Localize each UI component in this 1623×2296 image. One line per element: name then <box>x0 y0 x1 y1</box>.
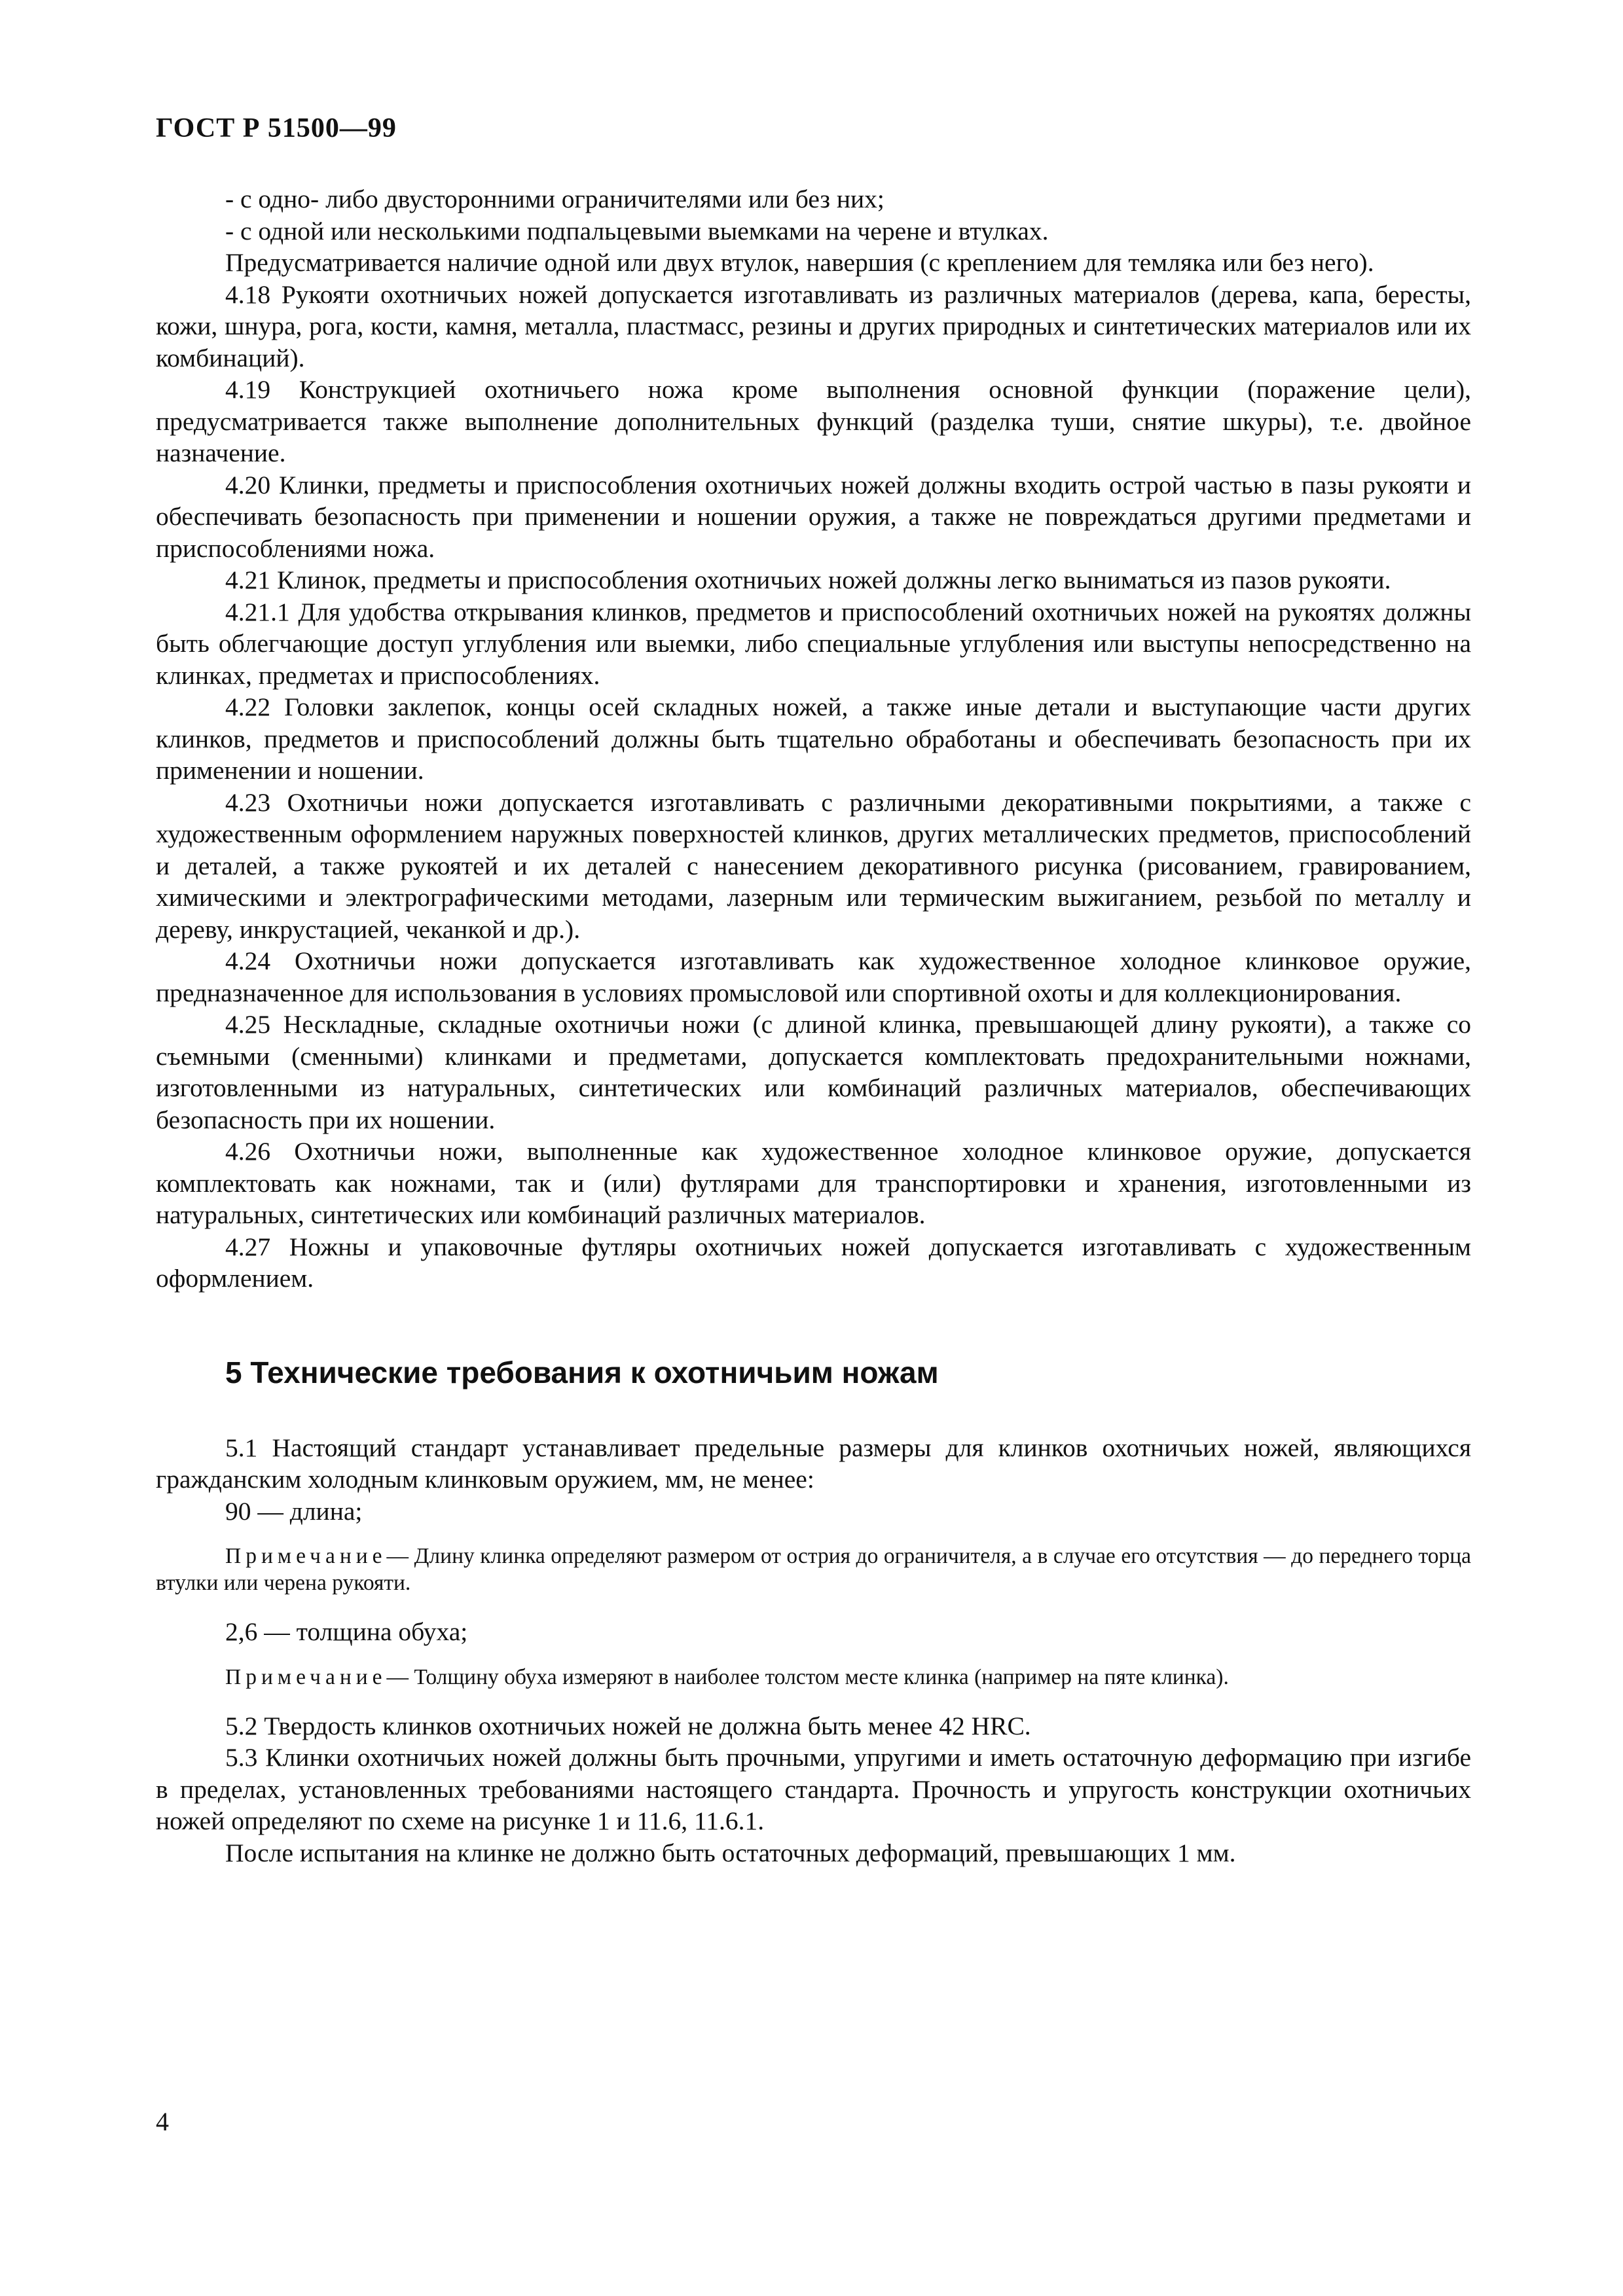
paragraph-4-21: 4.21 Клинок, предметы и приспособления охотничьих ножей должны легко выниматься из пазов рукояти. <box>225 565 1391 594</box>
paragraph: Предусматривается наличие одной или двух втулок, навершия (с креплением для темляка или без него). <box>225 248 1374 277</box>
paragraph-4-18: 4.18 Рукояти охотничьих ножей допускается изготавливать из различных материалов (дерева, капа, бересты, кожи, шнура, рога, кости, камня, металла, пластмасс, резины и других природных и синтетических материалов или их комбинаций). <box>156 279 1471 372</box>
paragraph-4-20: 4.20 Клинки, предметы и приспособления охотничьих ножей должны входить острой частью в пазы рукояти и обеспечивать безопасность при применении и ношении оружия, а также не повреждаться другими предметами и приспособлениями ножа. <box>156 470 1471 563</box>
paragraph-4-19: 4.19 Конструкцией охотничьего ножа кроме выполнения основной функции (поражение цели), предусматривается также выполнение дополнительных функций (разделка туши, снятие шкуры), т.е. двойное назначение. <box>156 375 1471 467</box>
note-label: Примечание <box>225 1544 387 1568</box>
page-number: 4 <box>156 2107 169 2136</box>
paragraph-4-24: 4.24 Охотничьи ножи допускается изготавливать как художественное холодное клинковое оружие, предназначенное для использования в условиях промысловой или спортивной охоты и для коллекционирования. <box>156 946 1471 1007</box>
section-title: 5 Технические требования к охотничьим ножам <box>225 1355 939 1390</box>
list-item-thickness: 2,6 — толщина обуха; <box>225 1617 468 1646</box>
note-label: Примечание <box>225 1664 387 1689</box>
paragraph-4-21-1: 4.21.1 Для удобства открывания клинков, предметов и приспособлений охотничьих ножей на рукоятях должны быть облегчающие доступ углубления или выемки, либо специальные углубления или выступы непосредственно на клинках, предметах и приспособлениях. <box>156 597 1471 690</box>
note-text: — Толщину обуха измеряют в наиболее толстом месте клинка (например на пяте клинка). <box>386 1664 1229 1689</box>
paragraph: - с одно- либо двусторонними ограничителями или без них; <box>225 185 884 213</box>
list-item-length: 90 — длина; <box>225 1496 363 1526</box>
paragraph-4-23: 4.23 Охотничьи ножи допускается изготавливать с различными декоративными покрытиями, а также с художественным оформлением наружных поверхностей клинков, других металлических предметов, приспособлений и деталей, а также рукоятей и их деталей с нанесением декоративного рисунка (рисованием, гравированием, химическими и электрографическими методами, лазерным или термическим выжиганием, резьбой по металлу и дереву, инкрустацией, чеканкой и др.). <box>156 787 1471 944</box>
paragraph-5-3: 5.3 Клинки охотничьих ножей должны быть прочными, упругими и иметь остаточную деформацию при изгибе в пределах, установленных требованиями настоящего стандарта. Прочность и упругость конструкции охотничьих ножей определяют по схеме на рисунке 1 и 11.6, 11.6.1. <box>156 1743 1471 1835</box>
paragraph-5-1: 5.1 Настоящий стандарт устанавливает предельные размеры для клинков охотничьих ножей, являющихся гражданским холодным клинковым оружием, мм, не менее: <box>156 1433 1471 1494</box>
paragraph-5-2: 5.2 Твердость клинков охотничьих ножей не должна быть менее 42 HRC. <box>225 1711 1031 1740</box>
paragraph-4-27: 4.27 Ножны и упаковочные футляры охотничьих ножей допускается изготавливать с художественным оформлением. <box>156 1232 1471 1293</box>
paragraph-4-22: 4.22 Головки заклепок, концы осей складных ножей, а также иные детали и выступающие части других клинков, предметов и приспособлений должны быть тщательно обработаны и обеспечивать безопасность при их применении и ношении. <box>156 692 1471 785</box>
paragraph-4-25: 4.25 Нескладные, складные охотничьи ножи (с длиной клинка, превышающей длину рукояти), а также со съемными (сменными) клинками и предметами, допускается комплектовать предохранительными ножнами, изготовленными из натуральных, синтетических или комбинаций различных материалов, обеспечивающих безопасность при их ношении. <box>156 1010 1471 1134</box>
paragraph-after-test: После испытания на клинке не должно быть остаточных деформаций, превышающих 1 мм. <box>225 1838 1236 1867</box>
page-body <box>156 183 1471 1869</box>
note-text: — Длину клинка определяют размером от острия до ограничителя, а в случае его отсутствия — до переднего торца втулки или черена рукояти. <box>156 1544 1471 1595</box>
paragraph-4-26: 4.26 Охотничьи ножи, выполненные как художественное холодное клинковое оружие, допускается комплектовать как ножнами, так и (или) футлярами для транспортировки и хранения, изготовленными из натуральных, синтетических или комбинаций различных материалов. <box>156 1137 1471 1229</box>
document-header: ГОСТ Р 51500—99 <box>156 113 397 143</box>
note-thickness <box>156 1664 1471 1691</box>
note-length <box>156 1543 1471 1596</box>
paragraph: - с одной или несколькими подпальцевыми выемками на черене и втулках. <box>225 216 1049 245</box>
